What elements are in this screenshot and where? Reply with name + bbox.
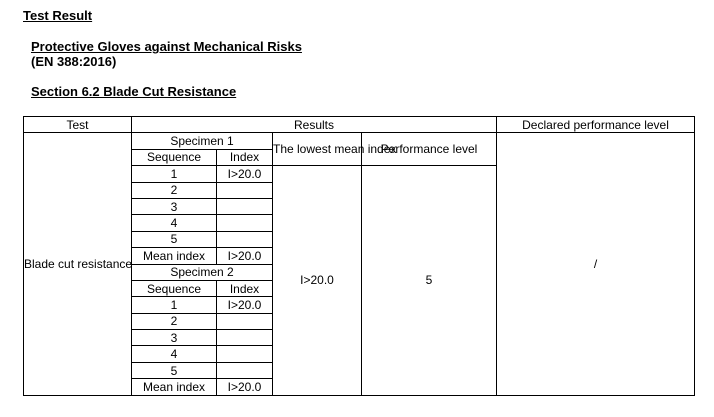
sequence-header: Sequence: [132, 280, 217, 296]
sequence-cell: 3: [132, 198, 217, 214]
sequence-cell: 2: [132, 182, 217, 198]
test-header: Test: [24, 117, 132, 133]
test-name-cell: Blade cut resistance: [24, 133, 132, 395]
sequence-cell: 1: [132, 166, 217, 182]
index-cell: I>20.0: [217, 166, 273, 182]
sequence-cell: 5: [132, 362, 217, 378]
index-cell: [217, 346, 273, 362]
index-cell: [217, 330, 273, 346]
table-row: [24, 133, 695, 149]
results-table: [23, 116, 695, 396]
specimen-title: Specimen 1: [132, 133, 273, 149]
index-header: Index: [217, 149, 273, 165]
performance-value: 5: [362, 166, 497, 395]
declared-header: Declared performance level: [497, 117, 695, 133]
mean-label: Mean index: [132, 379, 217, 395]
performance-header: Performance level: [362, 133, 497, 166]
standard-code: (EN 388:2016): [31, 54, 117, 69]
sequence-cell: 4: [132, 215, 217, 231]
index-cell: I>20.0: [217, 297, 273, 313]
header-row: [24, 117, 695, 133]
sequence-cell: 1: [132, 297, 217, 313]
sequence-cell: 2: [132, 313, 217, 329]
section-title: Section 6.2 Blade Cut Resistance: [31, 84, 237, 99]
sequence-cell: 5: [132, 231, 217, 247]
mean-value: I>20.0: [217, 248, 273, 264]
page-title: Test Result: [23, 8, 93, 23]
mean-label: Mean index: [132, 248, 217, 264]
sequence-cell: 4: [132, 346, 217, 362]
sequence-cell: 3: [132, 330, 217, 346]
specimen-title: Specimen 2: [132, 264, 273, 280]
lowest-mean-value: I>20.0: [273, 166, 362, 395]
index-cell: [217, 215, 273, 231]
mean-value: I>20.0: [217, 379, 273, 395]
lowest-mean-header: The lowest mean index: [273, 133, 362, 166]
index-cell: [217, 182, 273, 198]
index-cell: [217, 362, 273, 378]
sequence-header: Sequence: [132, 149, 217, 165]
index-cell: [217, 313, 273, 329]
results-header: Results: [132, 117, 497, 133]
index-cell: [217, 231, 273, 247]
index-header: Index: [217, 280, 273, 296]
index-cell: [217, 198, 273, 214]
standard-name: Protective Gloves against Mechanical Risks: [31, 39, 302, 54]
declared-value-cell: /: [497, 133, 695, 395]
